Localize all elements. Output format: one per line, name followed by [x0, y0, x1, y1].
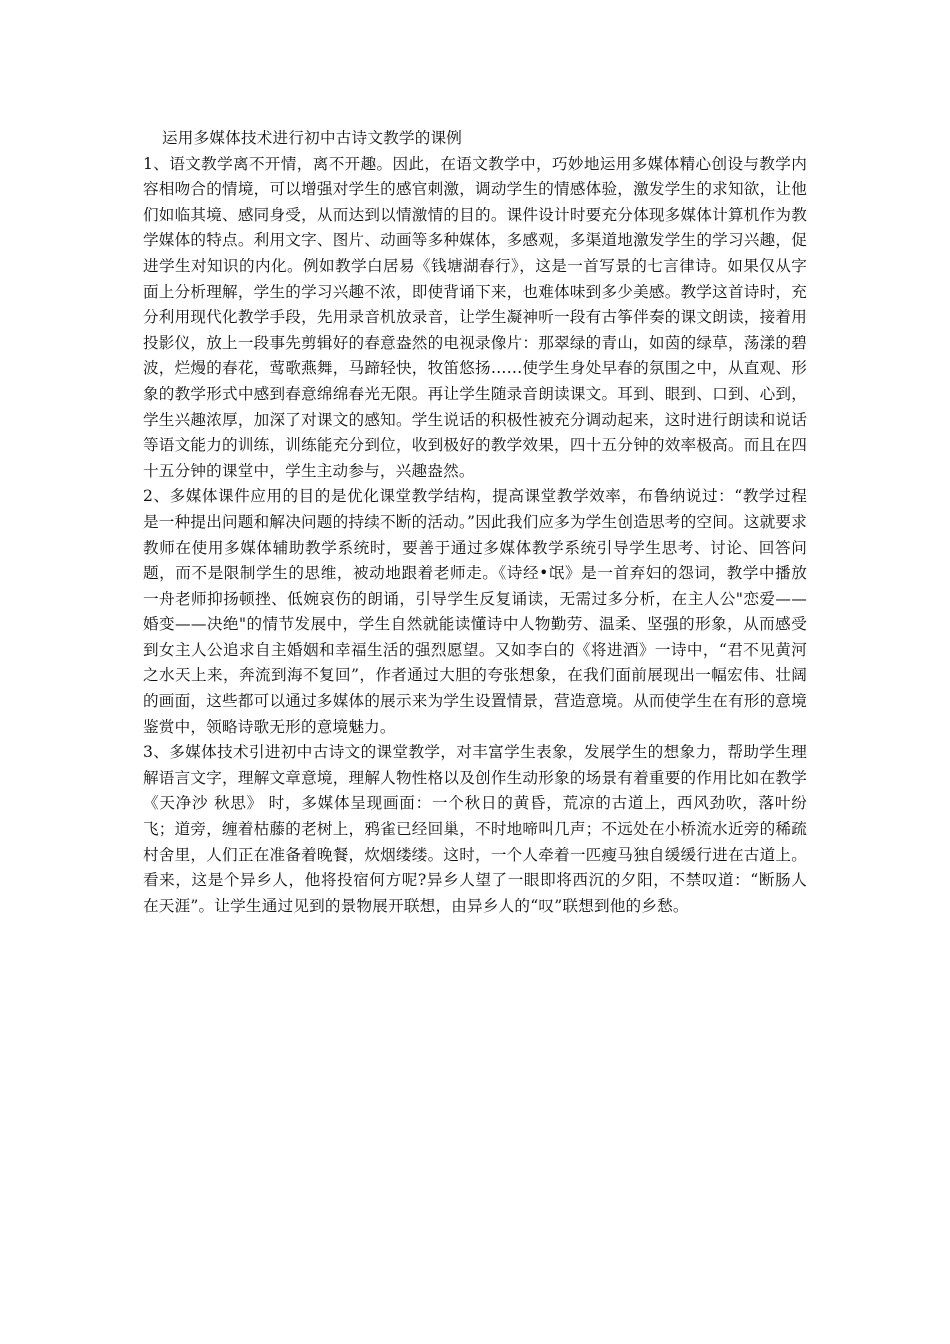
paragraph-2: 2、多媒体课件应用的目的是优化课堂教学结构，提高课堂教学效率，布鲁纳说过：“教学过程是一种提出问题和解决问题的持续不断的活动。”因此我们应多为学生创造思考的空间。这就要求教师在使用多媒体辅助教学系统时，要善于通过多媒体教学系统引导学生思考、讨论、回答问题，而不是限制学生的思维，被动地跟着老师走。《诗经•氓》是一首弃妇的怨词，教学中播放一舟老师抑扬顿挫、低婉哀伤的朗诵，引导学生反复诵读，无需过多分析，在主人公"恋爱——婚变——决绝"的情节发展中，学生自然就能读懂诗中人物勤劳、温柔、坚强的形象，从而感受到女主人公追求自主婚姻和幸福生活的强烈愿望。又如李白的《将进酒》一诗中，“君不见黄河之水天上来，奔流到海不复回”，作者通过大胆的夸张想象，在我们面前展现出一幅宏伟、壮阔的画面，这些都可以通过多媒体的展示来为学生设置情景，营造意境。从而使学生在有形的意境鉴赏中，领略诗歌无形的意境魅力。: [143, 487, 807, 736]
paragraph-3: 3、多媒体技术引进初中古诗文的课堂教学，对丰富学生表象，发展学生的想象力，帮助学生理解语言文字，理解文章意境，理解人物性格以及创作生动形象的场景有着重要的作用比如在教学《天净沙 秋思》 时，多媒体呈现画面：一个秋日的黄昏，荒凉的古道上，西风劲吹，落叶纷飞；道旁，缠着枯藤的老树上，鸦雀已经回巢，不时地啼叫几声；不远处在小桥流水近旁的稀疏村舍里，人们正在准备着晚餐，炊烟缕缕。这时，一个人牵着一匹瘦马独自缓缓行进在古道上。看来，这是个异乡人，他将投宿何方呢?异乡人望了一眼即将西沉的夕阳，不禁叹道：“断肠人在天涯”。让学生通过见到的景物展开联想，由异乡人的“叹”联想到他的乡愁。: [143, 743, 807, 915]
document-body: [143, 126, 807, 919]
document-title: 运用多媒体技术进行初中古诗文教学的课例: [162, 129, 463, 147]
paragraph-1: 1、语文教学离不开情，离不开趣。因此，在语文教学中，巧妙地运用多媒体精心创设与教学内容相吻合的情境，可以增强对学生的感官刺激，调动学生的情感体验，激发学生的求知欲，让他们如临其境、感同身受，从而达到以情激情的目的。课件设计时要充分体现多媒体计算机作为教学媒体的特点。利用文字、图片、动画等多种媒体，多感观，多渠道地激发学生的学习兴趣，促进学生对知识的内化。例如教学白居易《钱塘湖春行》，这是一首写景的七言律诗。如果仅从字面上分析理解，学生的学习兴趣不浓，即使背诵下来，也难体味到多少美感。教学这首诗时，充分利用现代化教学手段，先用录音机放录音，让学生凝神听一段有古筝伴奏的课文朗读，接着用投影仪，放上一段事先剪辑好的春意盎然的电视录像片：那翠绿的青山，如茵的绿草，荡漾的碧波，烂熳的春花，莺歌燕舞，马蹄轻快，牧笛悠扬……使学生身处早春的氛围之中，从直观、形象的教学形式中感到春意绵绵春光无限。再让学生随录音朗读课文。耳到、眼到、口到、心到，学生兴趣浓厚，加深了对课文的感知。学生说话的积极性被充分调动起来，这时进行朗读和说话等语文能力的训练，训练能充分到位，收到极好的教学效果，四十五分钟的效率极高。而且在四十五分钟的课堂中，学生主动参与，兴趣盎然。: [143, 154, 807, 480]
